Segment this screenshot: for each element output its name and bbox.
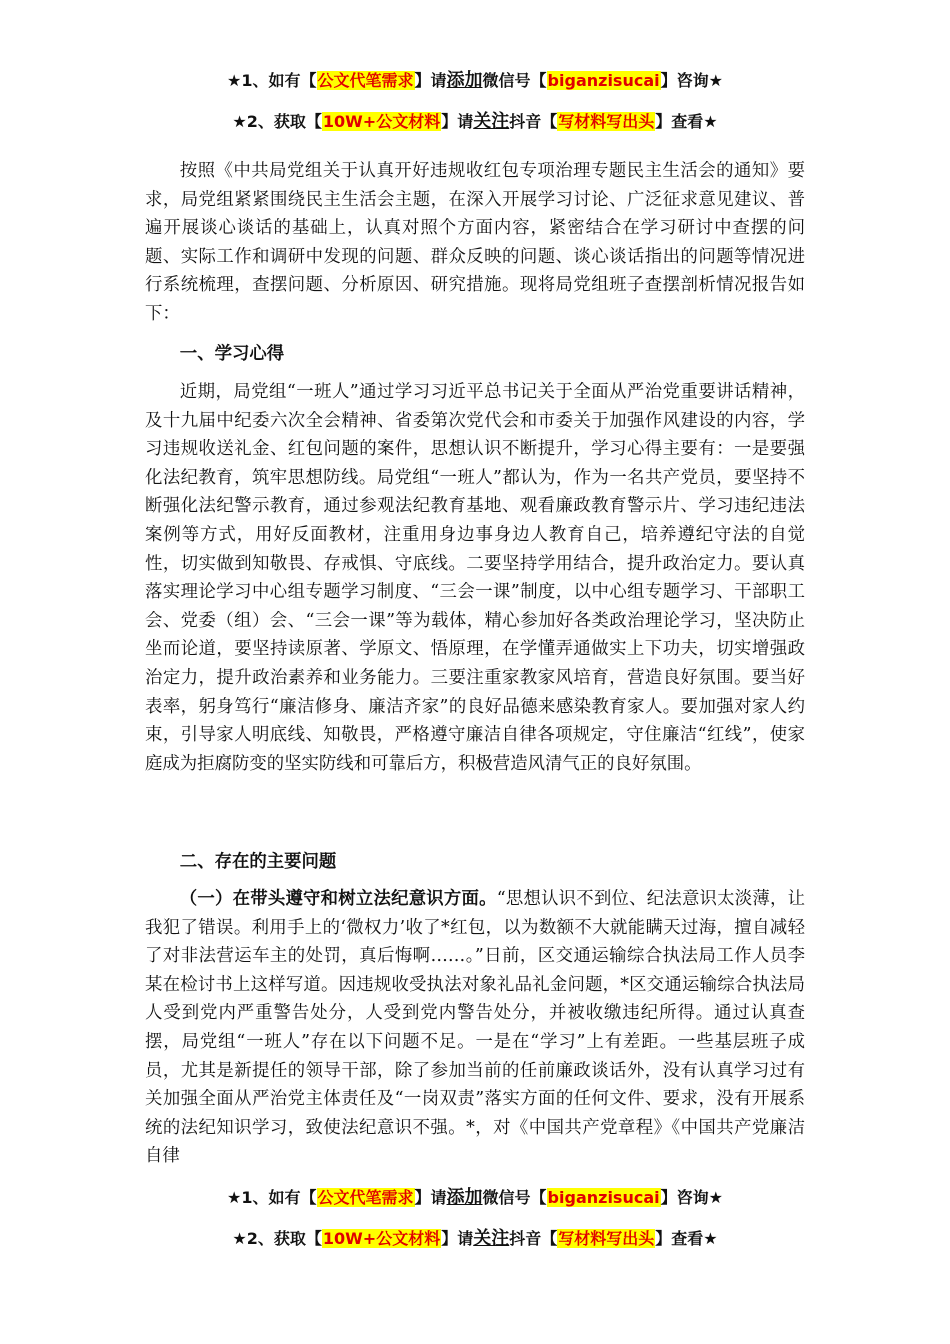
- subsection-title: （一）在带头遵守和树立法纪意识方面。: [179, 889, 497, 909]
- banner-text: 】请: [441, 112, 474, 131]
- emphasis-text: 添加: [446, 1187, 483, 1208]
- banner-text: 】请: [414, 1188, 447, 1207]
- banner-text: 抖音【: [509, 112, 558, 131]
- section2-block: [145, 885, 805, 1171]
- highlight-text: 10W+公文材料: [322, 1229, 441, 1248]
- ad-banner-top-2: [0, 110, 950, 134]
- banner-text: ★2、获取【: [232, 1229, 322, 1248]
- highlight-text: 公文代笔需求: [317, 71, 414, 90]
- banner-text: 微信号【: [482, 71, 547, 90]
- wechat-id: biganzisucai: [547, 1188, 660, 1207]
- ad-banner-bottom-2: [0, 1227, 950, 1251]
- section1-paragraph: 近期，局党组“一班人”通过学习习近平总书记关于全面从严治党重要讲话精神，及十九届中纪委六次全会精神、省委第次党代会和市委关于加强作风建设的内容，学习违规收送礼金、红包问题的案件，思想认识不断提升，学习心得主要有：一是要强化法纪教育，筑牢思想防线。局党组“一班人”都认为，作为一名共产党员，要坚持不断强化法纪警示教育，通过参观法纪教育基地、观看廉政教育警示片、学习违纪违法案例等方式，用好反面教材，注重用身边事身边人教育自己，培养遵纪守法的自觉性，切实做到知敬畏、存戒惧、守底线。二要坚持学用结合，提升政治定力。要认真落实理论学习中心组专题学习制度、“三会一课”制度，以中心组专题学习、干部职工会、党委（组）会、“三会一课”等为载体，精心参加好各类政治理论学习，坚决防止坐而论道，要坚持读原著、学原文、悟原理，在学懂弄通做实上下功夫，切实增强政治定力，提升政治素养和业务能力。三要注重家教家风培育，营造良好氛围。要当好表率，躬身笃行“廉洁修身、廉洁齐家”的良好品德来感染教育家人。要加强对家人约束，引导家人明底线、知敬畏，严格遵守廉洁自律各项规定，守住廉洁“红线”，使家庭成为拒腐防变的坚实防线和可靠后方，积极营造风清气正的良好氛围。: [145, 382, 805, 774]
- ad-banner-bottom-1: [0, 1186, 950, 1210]
- banner-text: 】请: [441, 1229, 474, 1248]
- section2-text: “思想认识不到位、纪法意识太淡薄，让我犯了错误。利用手上的‘微权力’收了*红包，以为数额不大就能瞒天过海，擅自减轻了对非法营运车主的处罚，真后悔啊……。”日前，区交通运输综合执法局工作人员李某在检讨书上这样写道。因违规收受执法对象礼品礼金问题，*区交通运输综合执法局人受到党内严重警告处分，人受到党内警告处分，并被收缴违纪所得。通过认真查摆，局党组“一班人”存在以下问题不足。一是在“学习”上有差距。一些基层班子成员，尤其是新提任的领导干部，除了参加当前的任前廉政谈话外，没有认真学习过有关加强全面从严治党主体责任及“一岗双责”落实方面的任何文件、要求，没有开展系统的法纪知识学习，致使法纪意识不强。*，对《中国共产党章程》《中国共产党廉洁自律: [145, 889, 805, 1167]
- douyin-id: 写材料写出头: [558, 1229, 655, 1248]
- banner-text: 】咨询★: [660, 71, 723, 90]
- banner-text: 】请: [414, 71, 447, 90]
- emphasis-text: 关注: [473, 111, 510, 132]
- emphasis-text: 关注: [473, 1228, 510, 1249]
- banner-text: ★1、如有【: [227, 71, 317, 90]
- banner-text: 】咨询★: [660, 1188, 723, 1207]
- banner-text: 】查看★: [655, 1229, 718, 1248]
- highlight-text: 10W+公文材料: [322, 112, 441, 131]
- banner-text: ★2、获取【: [232, 112, 322, 131]
- wechat-id: biganzisucai: [547, 71, 660, 90]
- banner-text: 抖音【: [509, 1229, 558, 1248]
- banner-text: 微信号【: [482, 1188, 547, 1207]
- section-heading-1: 一、学习心得: [179, 344, 285, 364]
- intro-paragraph: 按照《中共局党组关于认真开好违规收红包专项治理专题民主生活会的通知》要求，局党组紧紧围绕民主生活会主题，在深入开展学习讨论、广泛征求意见建议、普遍开展谈心谈话的基础上，认真对照个方面内容，紧密结合在学习研讨中查摆的问题、实际工作和调研中发现的问题、群众反映的问题、谈心谈话指出的问题等情况进行系统梳理，查摆问题、分析原因、研究措施。现将局党组班子查摆剖析情况报告如下：: [145, 161, 805, 324]
- banner-text: ★1、如有【: [227, 1188, 317, 1207]
- section2-paragraph: [145, 885, 805, 1171]
- emphasis-text: 添加: [446, 70, 483, 91]
- section1-block: [145, 378, 805, 778]
- douyin-id: 写材料写出头: [558, 112, 655, 131]
- banner-text: 】查看★: [655, 112, 718, 131]
- ad-banner-top-1: [0, 69, 950, 93]
- intro-paragraph-block: [145, 157, 805, 329]
- highlight-text: 公文代笔需求: [317, 1188, 414, 1207]
- section-heading-2: 二、存在的主要问题: [179, 852, 337, 872]
